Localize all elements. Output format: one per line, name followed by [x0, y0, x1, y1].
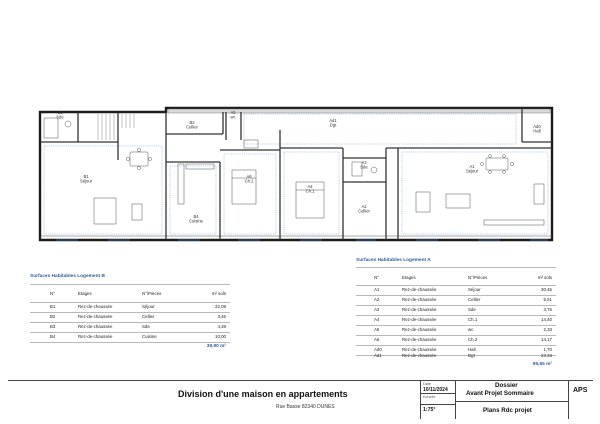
table-row: A3 Rez-de-chaussée Sde 3,76 [374, 307, 552, 312]
room-type: Hall [533, 128, 541, 134]
col-n: N° [50, 291, 55, 296]
room-type: Cellier [358, 208, 370, 214]
table-header [356, 273, 556, 283]
surface-table-logement-b [30, 274, 230, 354]
table-title: Surfaces Habitables Logement A [356, 258, 431, 263]
room-label: A4 [307, 184, 313, 189]
table-row: A5 Rez-de-chaussée wc 2,33 [374, 327, 552, 332]
col-etages: Etages [402, 275, 416, 280]
room-label: B3 [57, 110, 63, 115]
col-pieces: N°/Pièces [468, 275, 488, 280]
room-type: Dgt [329, 122, 337, 128]
table-row: Ad0 Rez-de-chaussée Hall 1,70 [374, 347, 552, 352]
col-pieces: N°/Pièces [142, 291, 162, 296]
room-labels [56, 110, 541, 224]
room-label: Ad0 [533, 124, 541, 129]
table-title: Surfaces Habitables Logement B [30, 274, 105, 279]
surface-table-logement-a [356, 258, 556, 370]
col-etages: Etages [78, 291, 92, 296]
room-type: Sde [56, 114, 64, 120]
room-label: B1 [83, 174, 89, 179]
room-label: A6 [246, 174, 252, 179]
room-label: A5 [230, 110, 236, 115]
table-row: B2 Rez-de-chaussée Cellier 3,46 [50, 314, 226, 319]
room-label: Ad1 [329, 118, 337, 123]
room-label: B4 [193, 214, 199, 219]
room-type: Sde [360, 164, 368, 170]
table-total: 95,65 m² [532, 362, 552, 367]
col-m2: m² sols [537, 275, 552, 280]
floor-plan [38, 100, 558, 245]
date-value: 10/11/2024 [423, 386, 448, 393]
room-label: A3 [361, 160, 367, 165]
room-label: B2 [189, 120, 195, 125]
col-m2: m² sols [211, 291, 226, 296]
room-type: Séjour [465, 168, 479, 174]
room-type: Ch.1 [305, 188, 315, 194]
table-row: A1 Rez-de-chaussée Séjour 30,45 [374, 287, 552, 292]
room-type: wc [230, 114, 236, 120]
sheet-title: Plans Rdc projet [483, 407, 532, 414]
dossier-value: Avant Projet Sommaire [466, 390, 534, 397]
table-row: B3 Rez-de-chaussée Sde 4,39 [50, 324, 226, 329]
scale-label: Echelle [423, 394, 436, 399]
room-label: A2 [361, 204, 367, 209]
room-type: Cuisine [189, 218, 203, 224]
project-address: Rue Basse 82340 DUNES [276, 404, 335, 410]
table-row: A4 Rez-de-chaussée Ch.1 14,40 [374, 317, 552, 322]
room-type: Cellier [186, 124, 198, 130]
table-row: B4 Rez-de-chaussée Cuisine 10,00 [50, 334, 226, 339]
table-row: A2 Rez-de-chaussée Cellier 5,51 [374, 297, 552, 302]
room-type: Ch.2 [244, 178, 254, 184]
title-block [8, 380, 593, 419]
table-row: Ad1 Rez-de-chaussée Dgt 23,33 [374, 353, 552, 358]
table-total: 39,90 m² [206, 344, 226, 349]
phase-code: APS [573, 387, 588, 394]
dossier-label: Dossier [495, 382, 518, 389]
table-header [30, 289, 230, 299]
room-type: Séjour [79, 178, 93, 184]
room-label: A1 [469, 164, 475, 169]
table-row: B1 Rez-de-chaussée Séjour 22,09 [50, 304, 226, 309]
project-title: Division d'une maison en appartements [178, 389, 348, 399]
table-row: A6 Rez-de-chaussée Ch.2 14,17 [374, 337, 552, 342]
col-n: N° [374, 275, 379, 280]
date-label: Date [423, 381, 432, 386]
scale-value: 1:75° [423, 407, 436, 413]
